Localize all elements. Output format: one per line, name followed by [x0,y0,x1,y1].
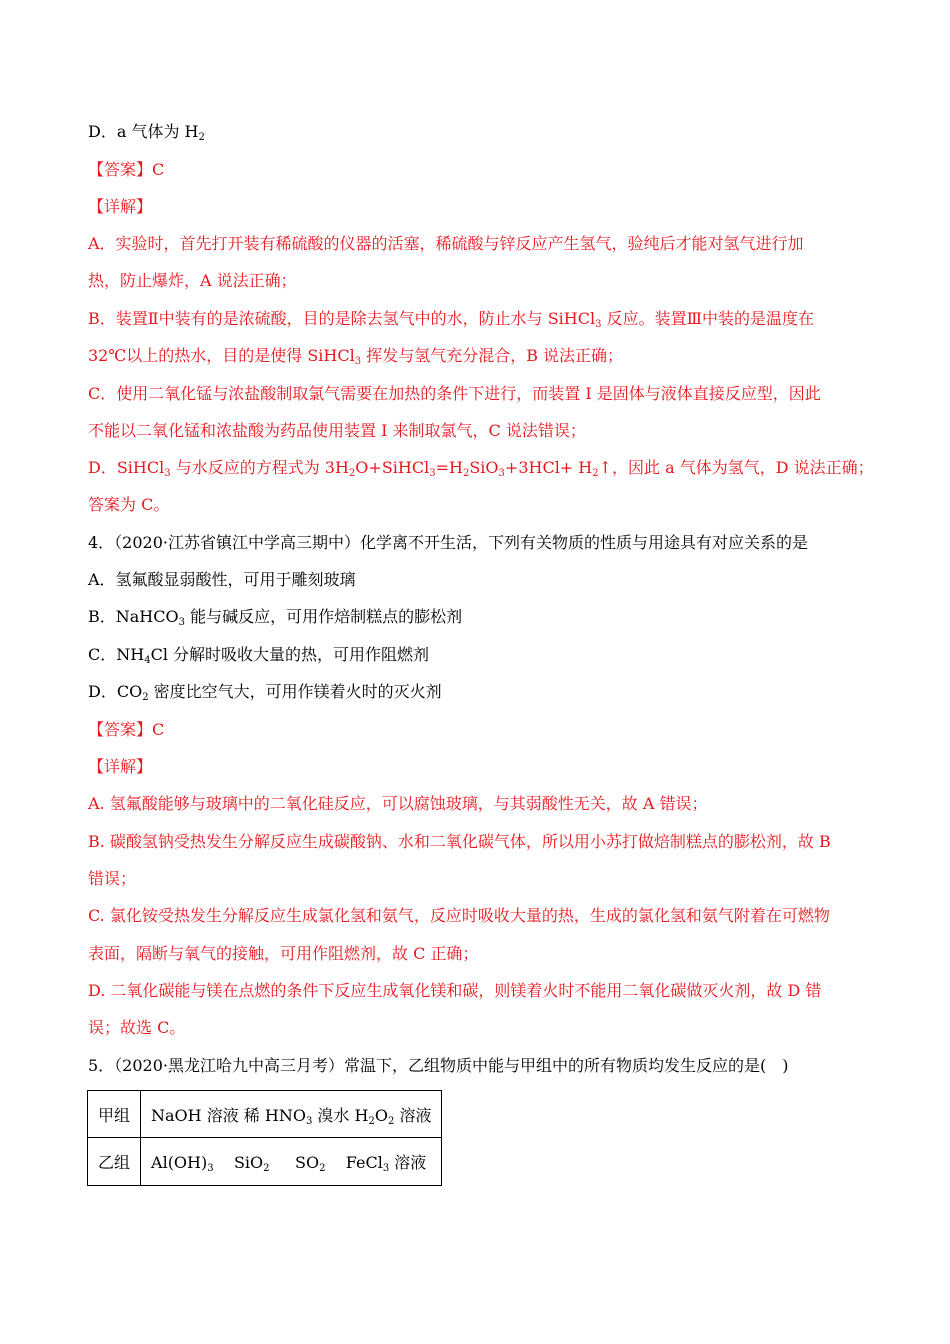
q4-explain-b-line2: 错误； [88,869,137,888]
q3-explain-b-line2: 32℃以上的热水，目的是使得 SiHCl$_3$ 挥发与氢气充分混合，B 说法正确； [88,346,624,367]
q3-explain-b-line1: B．装置Ⅱ中装有的是浓硫酸，目的是除去氢气中的水，防止水与 SiHCl$_3$ 反应。装置Ⅲ中装的是温度在 [88,309,815,330]
answer-label: 【答案】 [88,160,153,179]
q4-explain-d-line1: D. 二氧化碳能与镁在点燃的条件下反应生成氧化镁和碳，则镁着火时不能用二氧化碳做灭火剂，故 D 错 [88,981,822,1000]
q4-detail-label: 【详解】 [88,757,153,776]
q4-explain-c-line2: 表面，隔断与氧气的接触，可用作阻燃剂，故 C 正确； [88,944,479,963]
table-cell-label: 乙组 [88,1138,141,1186]
q3-explain-d: D．SiHCl$_3$ 与水反应的方程式为 $3H_2O+SiHCl_3=H_2SiO_3+3HCl+$ $H_2↑$，因此 a 气体为氢气，D 说法正确； [88,458,874,479]
table-row [88,1138,442,1186]
table-cell-group-yi: $Al(OH)_3$ SiO$_2$ $SO_2$ FeCl$_3$ 溶液 [141,1138,442,1186]
answer-label: 【答案】 [88,720,153,739]
q4-option-c: C．$NH_4Cl$ 分解时吸收大量的热，可用作阻燃剂 [88,645,430,666]
q4-explain-a: A. 氢氟酸能够与玻璃中的二氧化硅反应，可以腐蚀玻璃，与其弱酸性无关，故 A 错误； [88,794,708,813]
q3-explain-c-line2: 不能以二氧化锰和浓盐酸为药品使用装置 I 来制取氯气，C 说法错误； [88,421,586,440]
q3-explain-c-line1: C．使用二氧化锰与浓盐酸制取氯气需要在加热的条件下进行，而装置 I 是固体与液体直接反应型，因此 [88,384,821,403]
table-row [88,1091,442,1138]
table-cell-group-jia: NaOH 溶液 稀 $HNO_3$ 溴水 $H_2O_2$ 溶液 [141,1091,442,1138]
q3-explain-a-line2: 热，防止爆炸，A 说法正确； [88,271,297,290]
q3-explain-a-line1: A．实验时，首先打开装有稀硫酸的仪器的活塞，稀硫酸与锌反应产生氢气，验纯后才能对氢气进行加 [88,234,804,253]
q5-stem: 5．（2020·黑龙江哈九中高三月考）常温下，乙组物质中能与甲组中的所有物质均发生反应的是( ) [88,1056,789,1075]
q4-option-b: B．NaHCO$_3$ 能与碱反应，可用作焙制糕点的膨松剂 [88,607,463,628]
q3-option-d: D．a 气体为 $H_2$ [88,122,205,143]
q4-stem: 4．（2020·江苏省镇江中学高三期中）化学离不开生活，下列有关物质的性质与用途具有对应关系的是 [88,533,808,552]
table-cell-label: 甲组 [88,1091,141,1138]
answer-value: C [152,160,165,179]
q4-explain-c-line1: C. 氯化铵受热发生分解反应生成氯化氢和氨气，反应时吸收大量的热，生成的氯化氢和氨气附着在可燃物 [88,906,830,925]
q4-option-a: A．氢氟酸显弱酸性，可用于雕刻玻璃 [88,570,356,589]
q4-explain-d-line2: 误；故选 C。 [88,1018,186,1037]
q4-explain-b-line1: B. 碳酸氢钠受热发生分解反应生成碳酸钠、水和二氧化碳气体，所以用小苏打做焙制糕点的膨松剂，故 B [88,832,831,851]
q4-answer [88,720,164,740]
q3-conclusion: 答案为 C。 [88,495,170,514]
q3-detail-label: 【详解】 [88,197,153,216]
q3-answer [88,160,164,180]
q4-option-d: D．$CO_2$ 密度比空气大，可用作镁着火时的灭火剂 [88,682,442,703]
q5-table [87,1090,442,1186]
answer-value: C [152,720,165,739]
